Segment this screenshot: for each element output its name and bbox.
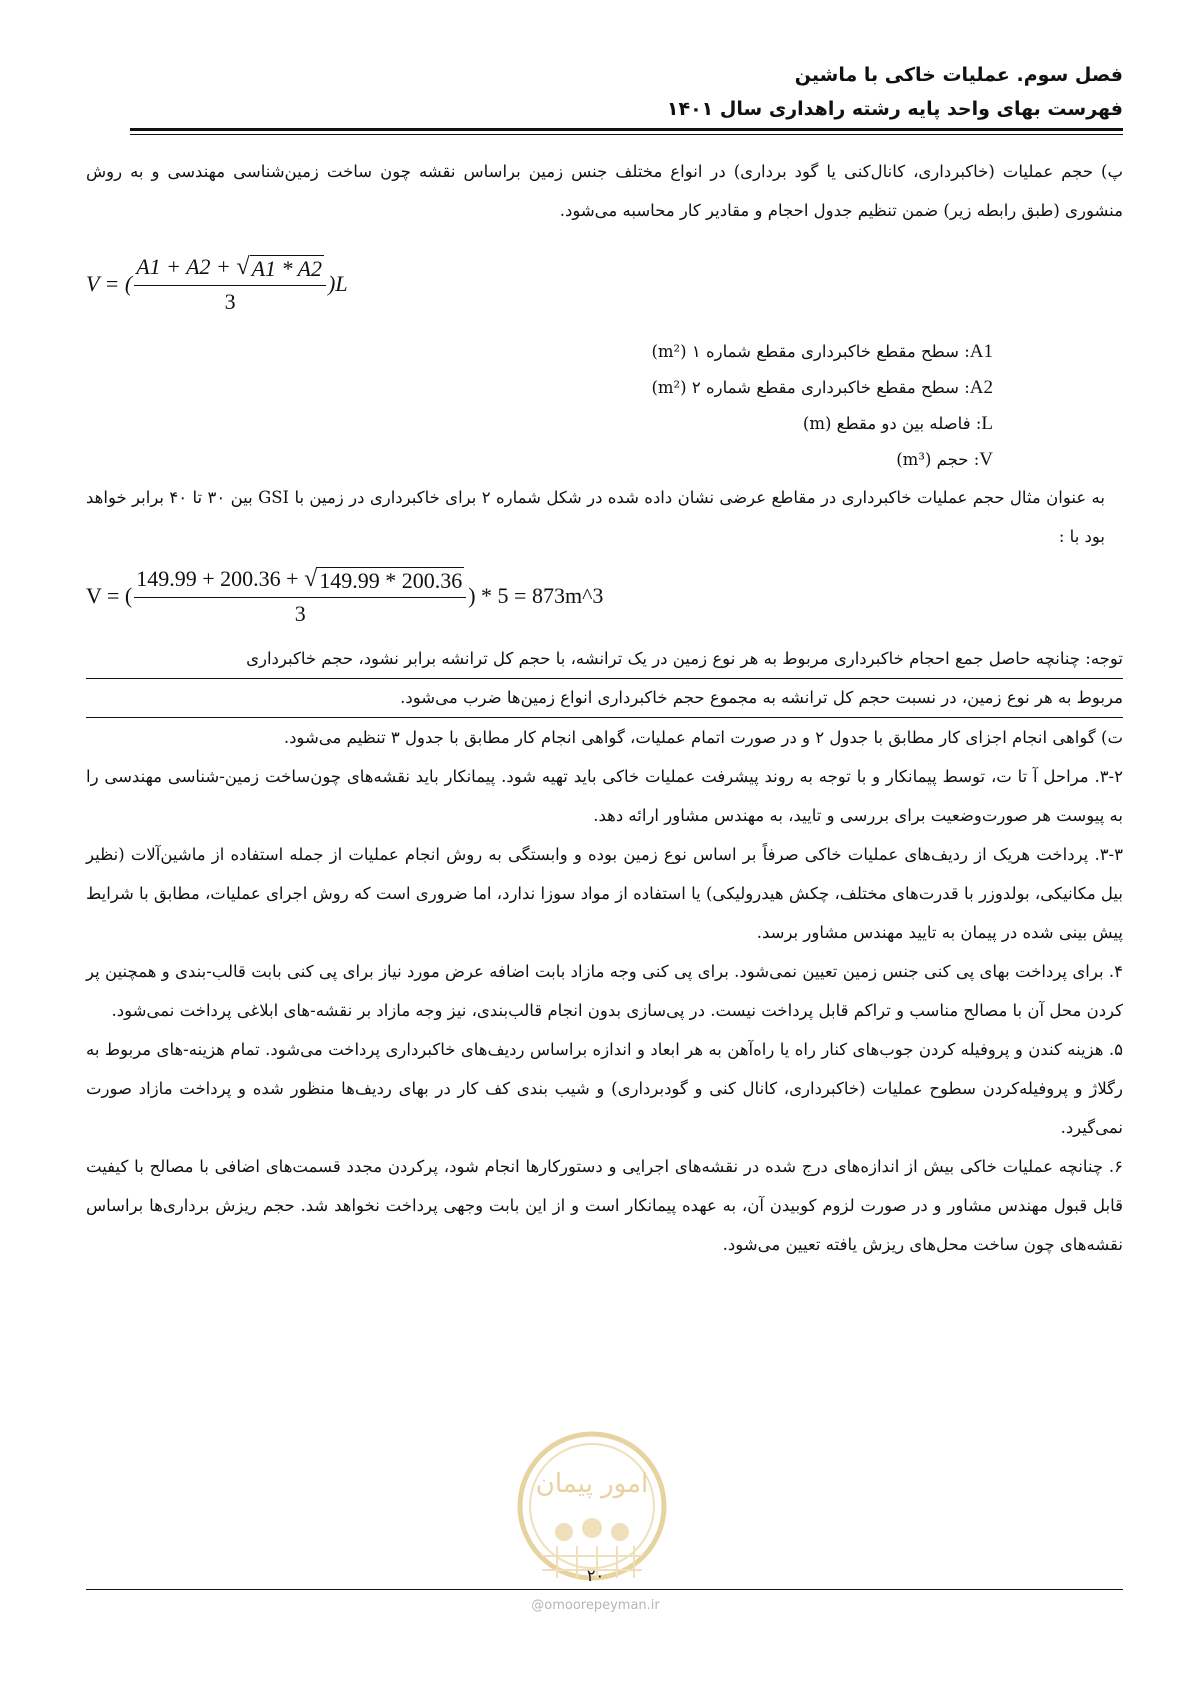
formula2-radicand: 149.99 * 200.36 (319, 567, 463, 593)
def-symbol: A2 (969, 377, 993, 398)
sqrt-symbol: √ (236, 253, 250, 280)
formula2-lhs: V = ( (86, 583, 133, 608)
paragraph-t: ت) گواهی انجام اجزای کار مطابق با جدول ۲ و در صورت اتمام عملیات، گواهی انجام کار مطابق با جدول ۳ تنظیم می‌شود. (283, 728, 1123, 747)
paragraph-6: ۶. چنانچه عملیات خاکی بیش از اندازه‌های درج شده در نقشه‌های اجرایی و دستورکارها انجام شود، پرکردن مجدد قسمت‌های اضافی با مصالح با کیفیت قابل قبول مهندس مشاور و در صورت لزوم کوبیدن آن، به عهده پیمانکار است و از این بابت وجهی پرداخت نخواهد شد. حجم ریزش برداری‌ها براساس نقشه‌های چون ساخت محل‌های ریزش یافته تعیین می‌شود. (86, 1157, 1123, 1254)
page-number: ۲۰ (586, 1566, 605, 1585)
def-text: : سطح مقطع خاکبرداری مقطع شماره ۱ (m²) (651, 342, 970, 361)
formula1-radicand: A1 * A2 (251, 255, 323, 281)
paragraph-b: پ) حجم عملیات (خاکبرداری، کانال‌کنی یا گود برداری) در انواع مختلف جنس زمین براساس نقشه چون ساخت زمین‌شناسی مهندسی و به روش منشوری (طبق رابطه زیر) ضمن تنظیم جدول احجام و مقادیر کار محاسبه می‌شود. (86, 162, 1123, 220)
header-rule-thin (130, 134, 1123, 135)
formula1-num-terms: A1 + A2 + (136, 253, 237, 279)
def-a1 (86, 334, 993, 370)
def-symbol: V (979, 449, 993, 470)
example-formula (86, 560, 1123, 632)
page-header (130, 58, 1123, 126)
example-paragraph: به عنوان مثال حجم عملیات خاکبرداری در مقاطع عرضی نشان داده شده در شکل شماره ۲ برای خاکبرداری در زمین با GSI بین ۳۰ تا ۴۰ برابر خواهد بود با : (86, 488, 1105, 546)
formula1-denominator: 3 (224, 288, 236, 314)
formula2-fraction (134, 566, 466, 627)
prism-volume-formula (86, 248, 1123, 320)
formula1-sqrt (236, 255, 324, 282)
def-a2 (86, 370, 993, 406)
formula2-num-terms: 149.99 + 200.36 + (136, 565, 305, 591)
header-rule-thick (130, 128, 1123, 131)
formula2-sqrt (304, 567, 464, 594)
note-box (86, 640, 1123, 718)
paragraph-3-3: ۳-۳. پرداخت هریک از ردیف‌های عملیات خاکی صرفاً بر اساس نوع زمین بوده و وابستگی به روش انجام عملیات از جمله استفاده از ماشین‌آلات (نظیر بیل مکانیکی، بولدوزر با قدرت‌های مختلف، چکش هیدرولیکی) یا استفاده از مواد سوزا ندارد، اما ضروری است که روش اجرای عملیات، مطابق با شرایط پیش بینی شده در پیمان به تایید مهندس مشاور برسد. (86, 845, 1123, 942)
document-title: فهرست بهای واحد پایه رشته راهداری سال ۱۴۰۱ (666, 98, 1123, 120)
formula2-numerator (134, 566, 466, 598)
def-v (86, 442, 993, 478)
formula1-rhs: )L (328, 271, 348, 296)
formula1-numerator (134, 254, 326, 286)
def-l (86, 406, 993, 442)
footer-rule (86, 1589, 1123, 1590)
seal-text: امور پیمان (535, 1469, 649, 1499)
variable-definitions (86, 334, 1123, 478)
formula1-lhs: V = ( (86, 271, 133, 296)
main-content (86, 152, 1123, 1264)
note-line-1: توجه: چنانچه حاصل جمع احجام خاکبرداری مربوط به هر نوع زمین در یک ترانشه، با حجم کل ترانشه برابر نشود، حجم خاکبرداری (86, 640, 1123, 679)
def-text: : سطح مقطع خاکبرداری مقطع شماره ۲ (m²) (651, 378, 970, 397)
formula2-denominator: 3 (294, 600, 306, 626)
paragraph-4: ۴. برای پرداخت بهای پی کنی جنس زمین تعیین نمی‌شود. برای پی کنی وجه مازاد بابت اضافه عرض مورد نیاز برای پی کنی بابت قالب-بندی و همچنین پر کردن محل آن با مصالح مناسب و تراکم قابل پرداخت نیست. در پی‌سازی بدون انجام قالب‌بندی، نیز وجه مازاد بر نقشه-های ابلاغی پرداخت نمی‌شود. (86, 962, 1123, 1020)
note-line-2: مربوط به هر نوع زمین، در نسبت حجم کل ترانشه به مجموع حجم خاکبرداری انواع زمین‌ها ضرب می‌شود. (86, 679, 1123, 718)
chapter-title: فصل سوم. عملیات خاکی با ماشین (794, 64, 1123, 86)
paragraph-3-2: ۳-۲. مراحل آ تا ت، توسط پیمانکار و با توجه به روند پیشرفت عملیات خاکی باید تهیه شود. پیمانکار باید نقشه‌های چون‌ساخت زمین-شناسی مهندسی را به پیوست هر صورت‌وضعیت برای بررسی و تایید، به مهندس مشاور ارائه دهد. (86, 767, 1123, 825)
def-text: : حجم (m³) (896, 450, 980, 469)
def-symbol: L (981, 413, 993, 434)
formula1-fraction (134, 254, 326, 315)
def-symbol: A1 (969, 341, 993, 362)
def-text: : فاصله بین دو مقطع (m) (802, 414, 982, 433)
paragraph-5: ۵. هزینه کندن و پروفیله کردن جوب‌های کنار راه یا راه‌آهن به هر ابعاد و اندازه براساس ردیف‌های خاکبرداری پرداخت می‌شود. تمام هزینه-های مربوط به رگلاژ و پروفیله‌کردن سطوح عملیات (خاکبرداری، کانال کنی و گودبرداری) و شیب بندی کف کار در بهای ردیف‌ها منظور شده و پرداخت مازاد صورت نمی‌گیرد. (86, 1040, 1123, 1137)
sqrt-symbol: √ (304, 565, 318, 592)
formula2-rhs: ) * 5 = 873m^3 (468, 583, 604, 608)
website-watermark: @omoorepeyman.ir (531, 1598, 660, 1613)
